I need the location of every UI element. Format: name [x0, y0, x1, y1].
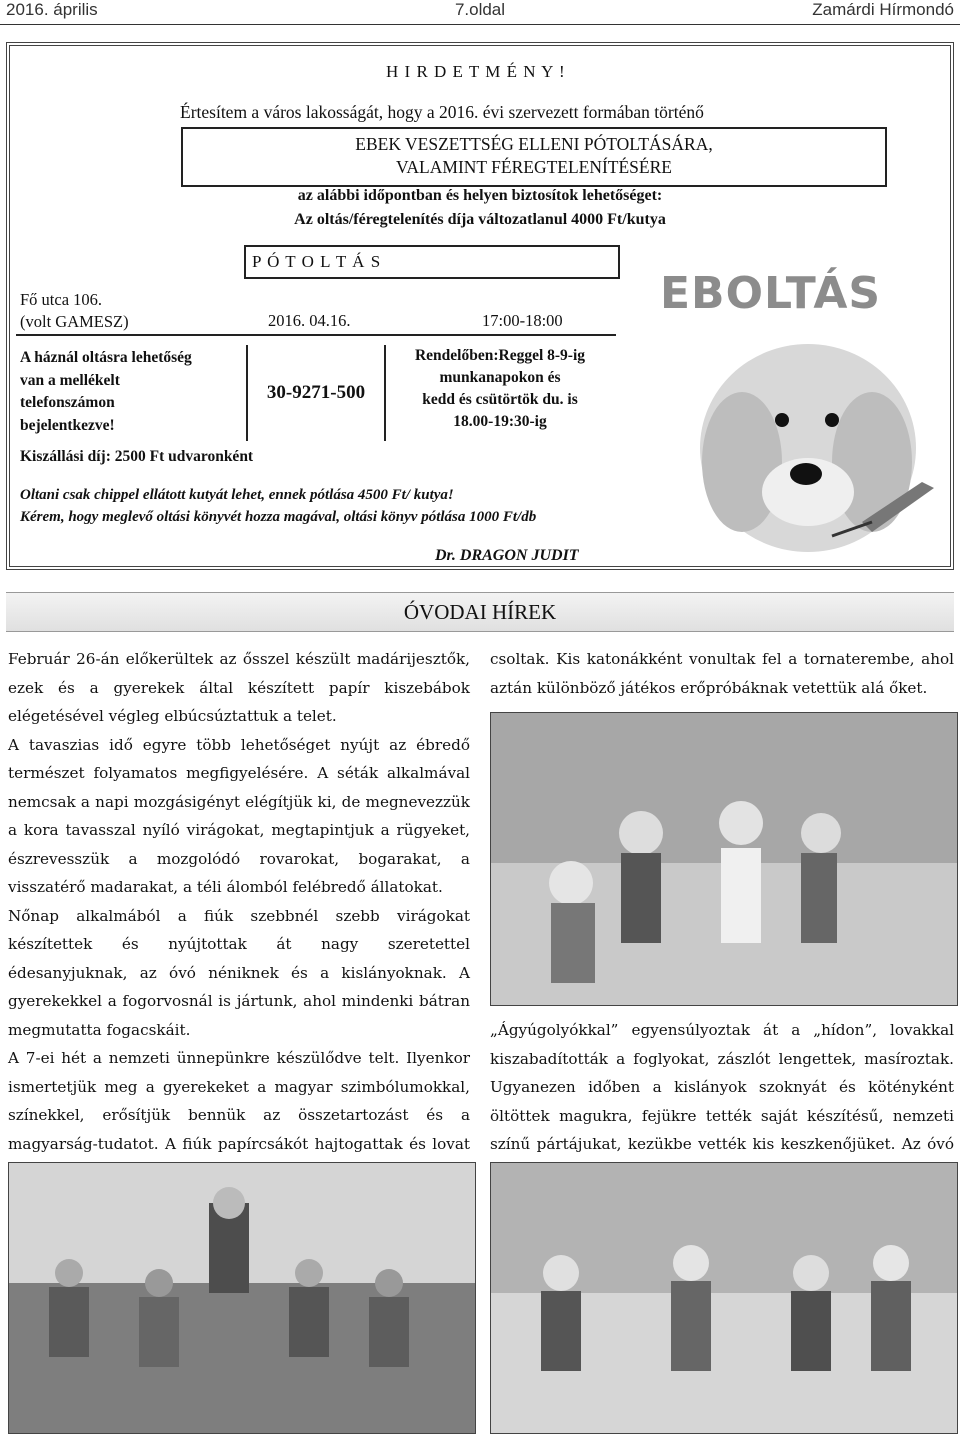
- location-line-2: (volt GAMESZ): [20, 312, 129, 331]
- header-rule: [0, 24, 960, 25]
- office-line-4: 18.00-19:30-ig: [453, 413, 547, 430]
- signature: Dr. DRAGON JUDIT: [435, 547, 579, 564]
- home-line-1: A háznál oltásra lehetőség: [20, 349, 192, 366]
- header-page-number: 7.oldal: [454, 0, 506, 19]
- section-title-bar: [6, 592, 954, 632]
- home-line-2: van a mellékelt: [20, 371, 120, 389]
- header-date: 2016. április: [6, 0, 98, 19]
- right-column-top: [490, 645, 954, 702]
- right-paragraph-2: „Ágyúgolyókkal” egyensúlyoztak át a „hídon”, lovakkal kiszabadították a foglyokat, zászlót lengettek, masíroztak. Ugyanezen időben a kislányok szoknyát és kötényként öltöttek magukra, fejükre tették saját készítésű, nemzeti színű pártájukat, kezükbe vették kis keszkenőjüket. Az óvó: [490, 1021, 954, 1153]
- chip-note: Oltani csak chippel ellátott kutyát lehet, ennek pótlása 4500 Ft/ kutya!: [20, 487, 454, 503]
- office-line-2: munkanapokon és: [439, 369, 561, 386]
- phone-number: 30-9271-500: [266, 382, 366, 403]
- home-visit-info: [20, 347, 192, 437]
- home-line-4: bejelentkezve!: [20, 416, 115, 434]
- location-line-1: Fő utca 106.: [20, 290, 103, 309]
- ad-title-text: EBOLTÁS: [660, 268, 882, 319]
- appointment-time: 17:00-18:00: [482, 311, 563, 330]
- office-line-3: kedd és csütörtök du. is: [422, 391, 578, 408]
- delivery-fee: Kiszállási díj: 2500 Ft udvaronként: [20, 448, 254, 465]
- right-paragraph-1: csoltak. Kis katonákként vonultak fel a tornaterembe, ahol aztán különböző játékos erőpróbáknak vetettük alá őket.: [490, 650, 954, 697]
- notice-intro: Értesítem a város lakosságát, hogy a 2016. évi szervezett formában történő: [180, 102, 704, 122]
- left-paragraph-4: A 7-ei hét a nemzeti ünnepünkre készülődve telt. Ilyenkor ismertetjük meg a gyerekeket a magyar szimbólumokkal, színekkel, erősítjük bennük az összetartozást és a magyarság-tudatot. A fiúk papírcsákót hajtogattak és lovat: [8, 1049, 470, 1153]
- potoltas-box: [244, 245, 620, 279]
- notice-line-3: az alábbi időpontban és helyen biztosítok lehetőséget:: [297, 187, 663, 204]
- table-rule: [16, 334, 616, 336]
- phone-box: [246, 345, 386, 441]
- office-line-1: Rendelőben:Reggel 8-9-ig: [414, 347, 586, 364]
- notice-boxed-heading: [181, 127, 887, 187]
- classroom-photo-1: [490, 712, 958, 1006]
- dog-illustration: [672, 322, 946, 558]
- header-publication: Zamárdi Hírmondó: [812, 0, 954, 19]
- gym-play-photo: [490, 1162, 958, 1434]
- potoltas-label: P Ó T O L T Á S: [252, 252, 382, 271]
- left-paragraph-1: Február 26-án előkerültek az ősszel készült madárijesztők, ezek és a gyerekek által készített papír kiszebábok elégetésével végleg elbúcsúztattuk a telet.: [8, 650, 470, 725]
- location: [20, 289, 129, 333]
- left-paragraph-3: Nőnap alkalmából a fiúk szebbnél szebb virágokat készítettek és nyújtottak át nagy szeretettel édesanyjuknak, az óvó néniknek és a kislányoknak. A gyerekekkel a fogorvosnál is jártunk, ahol mindenki bátran megmutatta fogacskáit.: [8, 906, 470, 1039]
- outdoor-walk-photo: [8, 1162, 476, 1434]
- book-note: Kérem, hogy meglevő oltási könyvét hozza magával, oltási könyv pótlása 1000 Ft/db: [20, 509, 537, 525]
- left-column: [8, 645, 470, 1187]
- home-line-3: telefonszámon: [20, 394, 115, 411]
- office-hours: [386, 345, 614, 433]
- notice-line-4: Az oltás/féregtelenítés díja változatlanul 4000 Ft/kutya: [294, 211, 666, 228]
- boxed-line-1: EBEK VESZETTSÉG ELLENI PÓTOLTÁSÁRA,: [355, 134, 713, 154]
- section-title: ÓVODAI HÍREK: [403, 600, 557, 624]
- left-paragraph-2: A tavaszias idő egyre több lehetőséget nyújt az ébredő természet folyamatos megfigyelésére. A séták alkalmával nemcsak a napi mozgásigényt elégítjük ki, de megnevezzük a kora tavasszal nyíló virágokat, megtapintjuk a rügyeket, észrevesszük a mozgolódó rovarokat, bogarakat, a visszatérő madarakat, a téli álomból felébredő állatokat.: [8, 735, 470, 896]
- boxed-line-2: VALAMINT FÉREGTELENÍTÉSÉRE: [396, 157, 672, 177]
- notice-title: H I R D E T M É N Y !: [386, 62, 566, 81]
- appointment-date: 2016. 04.16.: [268, 311, 351, 330]
- ad-title: [660, 266, 924, 322]
